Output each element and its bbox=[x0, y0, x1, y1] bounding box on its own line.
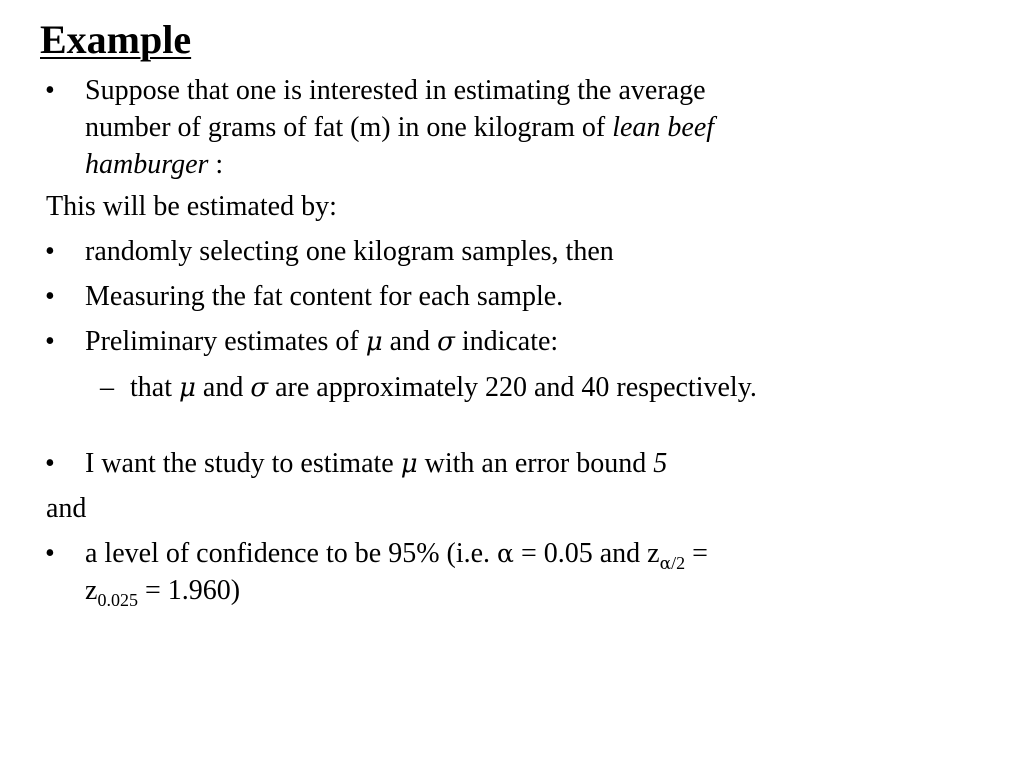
bullet-icon: • bbox=[45, 448, 55, 479]
text-segment: Preliminary estimates of bbox=[85, 326, 366, 357]
text-segment: = 0.05 and z bbox=[513, 538, 660, 569]
bullet-6-line-2 bbox=[85, 572, 240, 612]
text-segment: and bbox=[382, 326, 438, 357]
bullet-1-line-2 bbox=[85, 109, 714, 146]
bullet-1-italic-text: lean beef bbox=[612, 112, 715, 143]
error-bound-value: 5 bbox=[653, 448, 668, 479]
bullet-icon: • bbox=[45, 75, 55, 106]
text-segment: are approximately 220 and 40 respectively. bbox=[268, 372, 757, 403]
mu-symbol: μ bbox=[400, 449, 418, 479]
bullet-6-line-1 bbox=[85, 535, 708, 576]
text-segment: and bbox=[195, 372, 251, 403]
mu-symbol: μ bbox=[179, 373, 196, 403]
subscript bbox=[660, 553, 686, 573]
bullet-5-text bbox=[85, 445, 667, 483]
bullet-4-text bbox=[85, 323, 558, 361]
bullet-icon: • bbox=[45, 538, 55, 569]
bullet-3-text: Measuring the fat content for each sample. bbox=[85, 281, 564, 312]
alpha-symbol: α bbox=[659, 554, 672, 574]
bullet-icon: • bbox=[45, 326, 55, 357]
text-segment: /2 bbox=[671, 553, 686, 573]
sigma-symbol: σ bbox=[437, 327, 455, 357]
text-segment: I want the study to estimate bbox=[85, 448, 401, 479]
sigma-symbol: σ bbox=[250, 373, 269, 403]
mu-symbol: μ bbox=[365, 327, 383, 357]
text-segment: z bbox=[85, 575, 98, 606]
bullet-icon: • bbox=[45, 236, 55, 267]
paragraph-estimated-by: This will be estimated by: bbox=[46, 191, 337, 222]
slide-title: Example bbox=[40, 17, 192, 62]
paragraph-and: and bbox=[46, 493, 87, 524]
text-segment: = bbox=[685, 538, 708, 569]
sub-bullet-text bbox=[130, 369, 757, 407]
text-segment: a level of confidence to be 95% (i.e. bbox=[85, 538, 498, 569]
alpha-symbol: α bbox=[497, 539, 514, 568]
subscript: 0.025 bbox=[97, 590, 138, 610]
bullet-1-line-1: Suppose that one is interested in estimating the average bbox=[85, 75, 706, 106]
text-segment: indicate: bbox=[454, 326, 559, 357]
bullet-1-line-3 bbox=[85, 146, 223, 183]
bullet-1-line-3-text: : bbox=[208, 149, 224, 180]
text-segment: = 1.960) bbox=[137, 575, 241, 606]
text-segment: with an error bound bbox=[417, 448, 654, 479]
dash-icon: – bbox=[100, 372, 114, 403]
bullet-1-italic-text-2: hamburger bbox=[85, 149, 209, 180]
bullet-1-line-2-text: number of grams of fat (m) in one kilogram of bbox=[85, 112, 613, 143]
bullet-icon: • bbox=[45, 281, 55, 312]
text-segment: that bbox=[130, 372, 179, 403]
bullet-2-text: randomly selecting one kilogram samples, then bbox=[85, 236, 614, 267]
